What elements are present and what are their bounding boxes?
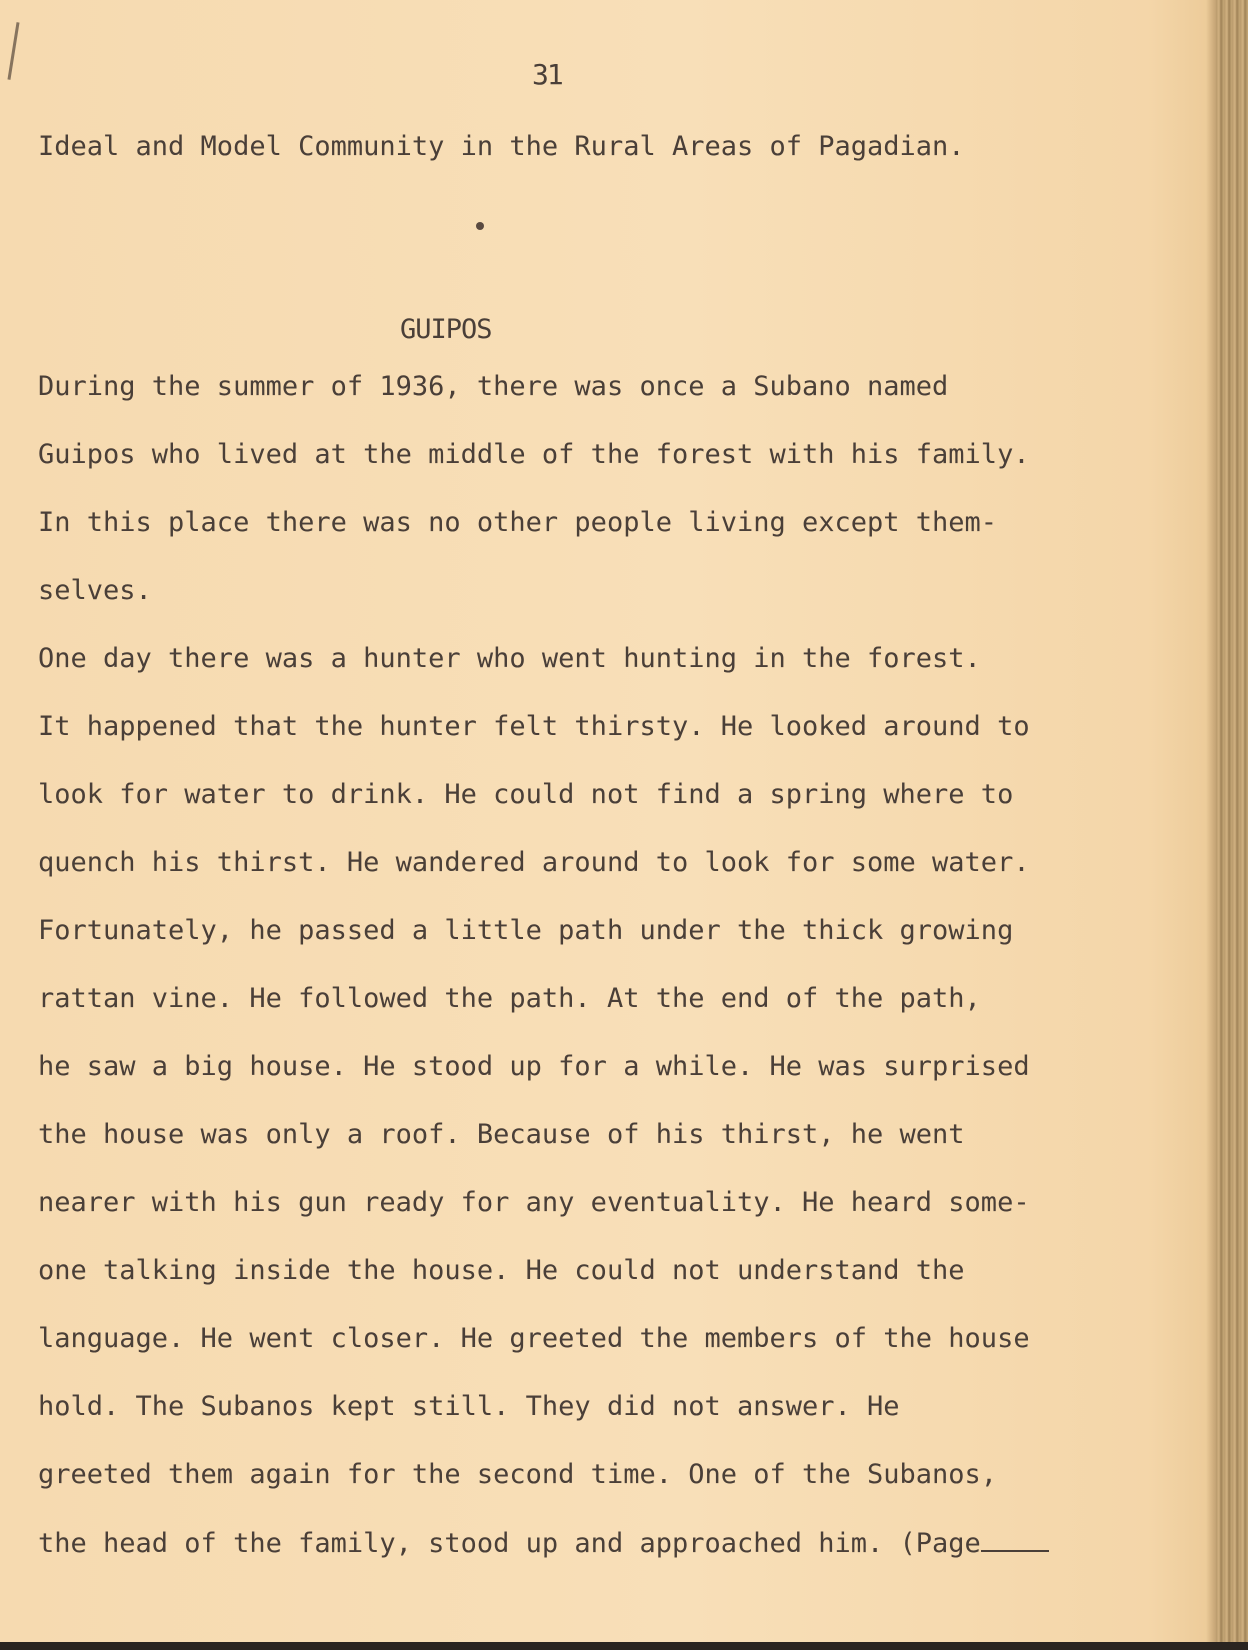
body-line: look for water to drink. He could not find a spring where to xyxy=(38,779,1014,810)
body-line: Guipos who lived at the middle of the forest with his family. xyxy=(38,439,1030,470)
body-line: language. He went closer. He greeted the members of the house xyxy=(38,1323,1030,1354)
body-line-last xyxy=(38,1526,1049,1561)
page-reference-blank xyxy=(981,1526,1049,1552)
intro-line: Ideal and Model Community in the Rural Areas of Pagadian. xyxy=(38,131,965,162)
body-line: quench his thirst. He wandered around to look for some water. xyxy=(38,847,1030,878)
body-line: During the summer of 1936, there was once a Subano named xyxy=(38,371,949,402)
body-line: It happened that the hunter felt thirsty. He looked around to xyxy=(38,711,1030,742)
body-line: In this place there was no other people living except them- xyxy=(38,507,998,538)
page-number: 31 xyxy=(532,58,562,91)
body-line: he saw a big house. He stood up for a while. He was surprised xyxy=(38,1051,1030,1082)
body-line: one talking inside the house. He could not understand the xyxy=(38,1255,965,1286)
body-line: the house was only a roof. Because of his thirst, he went xyxy=(38,1119,965,1150)
page-bottom-edge xyxy=(0,1642,1248,1650)
story-heading: GUIPOS xyxy=(400,314,492,345)
pencil-mark xyxy=(7,22,19,80)
body-line: hold. The Subanos kept still. They did not answer. He xyxy=(38,1391,900,1422)
body-line: One day there was a hunter who went hunting in the forest. xyxy=(38,643,981,674)
page-edge-shadow xyxy=(1206,0,1216,1650)
body-line: selves. xyxy=(38,575,152,606)
page-edge-stack xyxy=(1216,0,1248,1650)
body-line: Fortunately, he passed a little path under the thick growing xyxy=(38,915,1014,946)
body-line: nearer with his gun ready for any eventuality. He heard some- xyxy=(38,1187,1030,1218)
body-line: rattan vine. He followed the path. At the end of the path, xyxy=(38,983,981,1014)
body-line: greeted them again for the second time. One of the Subanos, xyxy=(38,1459,998,1490)
bullet-dot xyxy=(476,222,484,230)
last-line-text: the head of the family, stood up and approached him. (Page xyxy=(38,1528,981,1559)
